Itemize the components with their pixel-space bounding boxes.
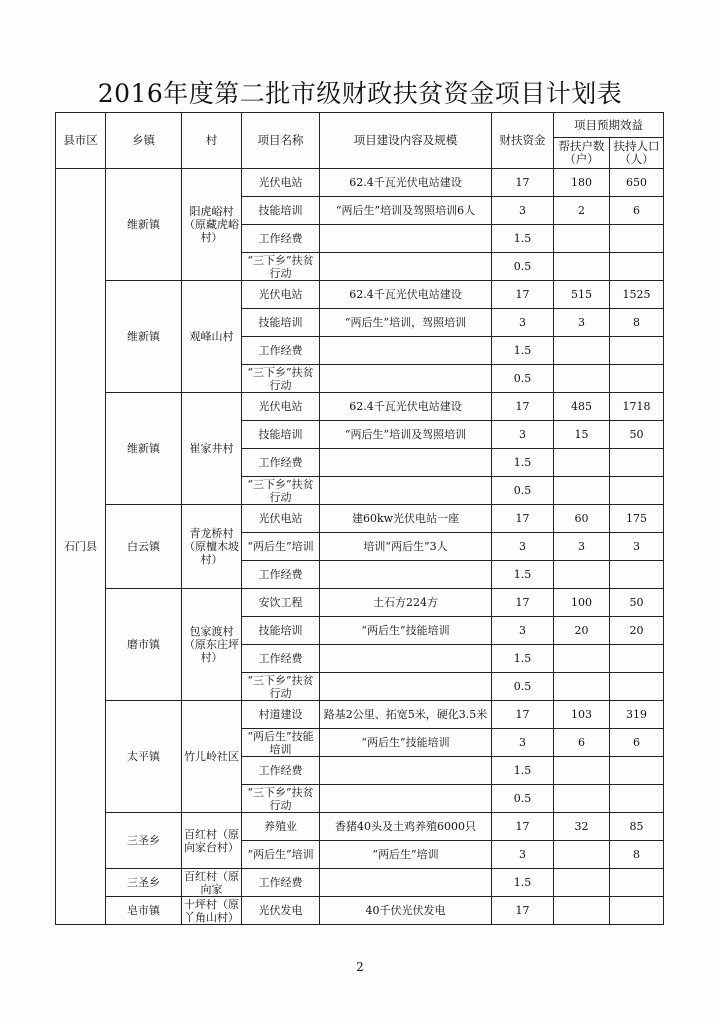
content-cell: 62.4千瓦光伏电站建设 bbox=[320, 281, 492, 309]
project-name-cell: “三下乡”扶贫行动 bbox=[242, 785, 320, 813]
content-cell: 土石方224方 bbox=[320, 589, 492, 617]
project-name-cell: “三下乡”扶贫行动 bbox=[242, 477, 320, 505]
households-cell: 32 bbox=[554, 813, 610, 841]
project-name-cell: “两后生”培训 bbox=[242, 841, 320, 869]
people-cell: 8 bbox=[610, 309, 664, 337]
project-name-cell: 村道建设 bbox=[242, 701, 320, 729]
fund-cell: 3 bbox=[492, 309, 554, 337]
people-cell: 3 bbox=[610, 533, 664, 561]
town-cell: 白云镇 bbox=[106, 505, 182, 589]
project-name-cell: 光伏电站 bbox=[242, 169, 320, 197]
village-cell: 十坪村（原丫角山村） bbox=[182, 897, 242, 925]
fund-cell: 0.5 bbox=[492, 673, 554, 701]
fund-cell: 1.5 bbox=[492, 337, 554, 365]
content-cell bbox=[320, 253, 492, 281]
fund-cell: 1.5 bbox=[492, 645, 554, 673]
content-cell bbox=[320, 757, 492, 785]
content-cell: 建60kw光伏电站一座 bbox=[320, 505, 492, 533]
project-name-cell: 工作经费 bbox=[242, 225, 320, 253]
fund-cell: 0.5 bbox=[492, 785, 554, 813]
households-cell bbox=[554, 869, 610, 897]
project-name-cell: 光伏电站 bbox=[242, 393, 320, 421]
header-project-name: 项目名称 bbox=[242, 113, 320, 169]
fund-cell: 17 bbox=[492, 813, 554, 841]
project-name-cell: “两后生”技能培训 bbox=[242, 729, 320, 757]
content-cell bbox=[320, 337, 492, 365]
content-cell bbox=[320, 365, 492, 393]
fund-cell: 0.5 bbox=[492, 253, 554, 281]
fund-cell: 3 bbox=[492, 533, 554, 561]
households-cell: 100 bbox=[554, 589, 610, 617]
table-row bbox=[56, 169, 664, 197]
header-people: 扶持人口（人） bbox=[610, 138, 664, 169]
project-name-cell: 技能培训 bbox=[242, 617, 320, 645]
project-name-cell: “三下乡”扶贫行动 bbox=[242, 365, 320, 393]
content-cell bbox=[320, 869, 492, 897]
table-row bbox=[56, 589, 664, 617]
town-cell: 太平镇 bbox=[106, 701, 182, 813]
town-cell: 磨市镇 bbox=[106, 589, 182, 701]
project-name-cell: “三下乡”扶贫行动 bbox=[242, 673, 320, 701]
funding-table bbox=[55, 112, 664, 925]
village-cell: 阳虎峪村（原藏虎峪村） bbox=[182, 169, 242, 281]
project-name-cell: 工作经费 bbox=[242, 449, 320, 477]
content-cell bbox=[320, 785, 492, 813]
town-cell: 皂市镇 bbox=[106, 897, 182, 925]
households-cell: 15 bbox=[554, 421, 610, 449]
households-cell: 2 bbox=[554, 197, 610, 225]
fund-cell: 0.5 bbox=[492, 365, 554, 393]
fund-cell: 3 bbox=[492, 617, 554, 645]
project-name-cell: 技能培训 bbox=[242, 421, 320, 449]
people-cell bbox=[610, 253, 664, 281]
project-name-cell: 技能培训 bbox=[242, 197, 320, 225]
village-cell: 崔家井村 bbox=[182, 393, 242, 505]
village-cell: 包家渡村（原东庄坪村） bbox=[182, 589, 242, 701]
content-cell: “两后生”技能培训 bbox=[320, 729, 492, 757]
people-cell bbox=[610, 477, 664, 505]
people-cell: 6 bbox=[610, 729, 664, 757]
fund-cell: 17 bbox=[492, 393, 554, 421]
people-cell bbox=[610, 365, 664, 393]
town-cell: 三圣乡 bbox=[106, 813, 182, 869]
households-cell: 180 bbox=[554, 169, 610, 197]
people-cell: 1718 bbox=[610, 393, 664, 421]
project-name-cell: 工作经费 bbox=[242, 645, 320, 673]
content-cell: 香猪40头及土鸡养殖6000只 bbox=[320, 813, 492, 841]
households-cell bbox=[554, 561, 610, 589]
households-cell: 103 bbox=[554, 701, 610, 729]
households-cell bbox=[554, 673, 610, 701]
village-cell: 百红村（原向家台村） bbox=[182, 813, 242, 869]
households-cell bbox=[554, 841, 610, 869]
households-cell: 485 bbox=[554, 393, 610, 421]
content-cell bbox=[320, 477, 492, 505]
households-cell: 6 bbox=[554, 729, 610, 757]
content-cell bbox=[320, 225, 492, 253]
county-cell: 石门县 bbox=[56, 169, 106, 925]
table-row bbox=[56, 281, 664, 309]
households-cell: 3 bbox=[554, 309, 610, 337]
content-cell: “两后生”培训及驾照培训 bbox=[320, 421, 492, 449]
content-cell: “两后生”培训及驾照培训6人 bbox=[320, 197, 492, 225]
content-cell bbox=[320, 645, 492, 673]
content-cell: 40千伏光伏发电 bbox=[320, 897, 492, 925]
fund-cell: 17 bbox=[492, 505, 554, 533]
people-cell bbox=[610, 225, 664, 253]
project-name-cell: 工作经费 bbox=[242, 337, 320, 365]
content-cell: 62.4千瓦光伏电站建设 bbox=[320, 169, 492, 197]
people-cell: 50 bbox=[610, 589, 664, 617]
project-name-cell: 工作经费 bbox=[242, 757, 320, 785]
households-cell bbox=[554, 645, 610, 673]
people-cell bbox=[610, 785, 664, 813]
fund-cell: 1.5 bbox=[492, 561, 554, 589]
village-cell: 观峰山村 bbox=[182, 281, 242, 393]
fund-cell: 1.5 bbox=[492, 449, 554, 477]
project-name-cell: 工作经费 bbox=[242, 561, 320, 589]
fund-cell: 1.5 bbox=[492, 225, 554, 253]
header-content: 项目建设内容及规模 bbox=[320, 113, 492, 169]
town-cell: 维新镇 bbox=[106, 169, 182, 281]
table-row bbox=[56, 701, 664, 729]
town-cell: 三圣乡 bbox=[106, 869, 182, 897]
content-cell: “两后生”培训，驾照培训 bbox=[320, 309, 492, 337]
people-cell: 6 bbox=[610, 197, 664, 225]
households-cell bbox=[554, 337, 610, 365]
people-cell bbox=[610, 645, 664, 673]
project-name-cell: 安饮工程 bbox=[242, 589, 320, 617]
households-cell: 515 bbox=[554, 281, 610, 309]
households-cell bbox=[554, 449, 610, 477]
fund-cell: 3 bbox=[492, 421, 554, 449]
town-cell: 维新镇 bbox=[106, 393, 182, 505]
content-cell bbox=[320, 673, 492, 701]
project-name-cell: 技能培训 bbox=[242, 309, 320, 337]
content-cell: 62.4千瓦光伏电站建设 bbox=[320, 393, 492, 421]
page-number: 2 bbox=[356, 960, 364, 974]
people-cell bbox=[610, 897, 664, 925]
fund-cell: 17 bbox=[492, 589, 554, 617]
people-cell bbox=[610, 337, 664, 365]
project-name-cell: “两后生”培训 bbox=[242, 533, 320, 561]
households-cell bbox=[554, 225, 610, 253]
fund-cell: 1.5 bbox=[492, 757, 554, 785]
table-row bbox=[56, 505, 664, 533]
households-cell bbox=[554, 897, 610, 925]
people-cell: 85 bbox=[610, 813, 664, 841]
people-cell: 319 bbox=[610, 701, 664, 729]
people-cell bbox=[610, 561, 664, 589]
table-body bbox=[56, 169, 664, 925]
households-cell: 60 bbox=[554, 505, 610, 533]
fund-cell: 17 bbox=[492, 701, 554, 729]
people-cell: 50 bbox=[610, 421, 664, 449]
households-cell bbox=[554, 253, 610, 281]
project-name-cell: 工作经费 bbox=[242, 869, 320, 897]
project-name-cell: 光伏发电 bbox=[242, 897, 320, 925]
table-row bbox=[56, 813, 664, 841]
village-cell: 青龙桥村（原檀木坡村） bbox=[182, 505, 242, 589]
people-cell: 20 bbox=[610, 617, 664, 645]
people-cell: 1525 bbox=[610, 281, 664, 309]
header-town: 乡镇 bbox=[106, 113, 182, 169]
content-cell: 路基2公里、拓宽5米，硬化3.5米 bbox=[320, 701, 492, 729]
page-title: 2016年度第二批市级财政扶贫资金项目计划表 bbox=[97, 79, 623, 108]
table-row bbox=[56, 393, 664, 421]
content-cell bbox=[320, 449, 492, 477]
village-cell: 竹儿岭社区 bbox=[182, 701, 242, 813]
households-cell: 20 bbox=[554, 617, 610, 645]
people-cell: 175 bbox=[610, 505, 664, 533]
fund-cell: 1.5 bbox=[492, 869, 554, 897]
households-cell: 3 bbox=[554, 533, 610, 561]
project-name-cell: “三下乡”扶贫行动 bbox=[242, 253, 320, 281]
content-cell: “两后生”培训 bbox=[320, 841, 492, 869]
fund-cell: 3 bbox=[492, 841, 554, 869]
people-cell bbox=[610, 757, 664, 785]
people-cell bbox=[610, 449, 664, 477]
people-cell: 8 bbox=[610, 841, 664, 869]
households-cell bbox=[554, 365, 610, 393]
people-cell bbox=[610, 869, 664, 897]
fund-cell: 17 bbox=[492, 897, 554, 925]
fund-cell: 17 bbox=[492, 281, 554, 309]
fund-cell: 3 bbox=[492, 729, 554, 757]
households-cell bbox=[554, 785, 610, 813]
header-households: 帮扶户数（户） bbox=[554, 138, 610, 169]
village-cell: 百红村（原向家 bbox=[182, 869, 242, 897]
header-village: 村 bbox=[182, 113, 242, 169]
households-cell bbox=[554, 757, 610, 785]
project-name-cell: 光伏电站 bbox=[242, 505, 320, 533]
fund-cell: 0.5 bbox=[492, 477, 554, 505]
header-fund: 财扶资金 bbox=[492, 113, 554, 169]
header-benefit: 项目预期效益 bbox=[554, 113, 664, 138]
project-name-cell: 光伏电站 bbox=[242, 281, 320, 309]
people-cell bbox=[610, 673, 664, 701]
content-cell: 培训“两后生”3人 bbox=[320, 533, 492, 561]
table-row bbox=[56, 897, 664, 925]
town-cell: 维新镇 bbox=[106, 281, 182, 393]
project-name-cell: 养殖业 bbox=[242, 813, 320, 841]
content-cell: “两后生”技能培训 bbox=[320, 617, 492, 645]
fund-cell: 17 bbox=[492, 169, 554, 197]
content-cell bbox=[320, 561, 492, 589]
households-cell bbox=[554, 477, 610, 505]
table-row bbox=[56, 869, 664, 897]
header-county: 县市区 bbox=[56, 113, 106, 169]
people-cell: 650 bbox=[610, 169, 664, 197]
fund-cell: 3 bbox=[492, 197, 554, 225]
